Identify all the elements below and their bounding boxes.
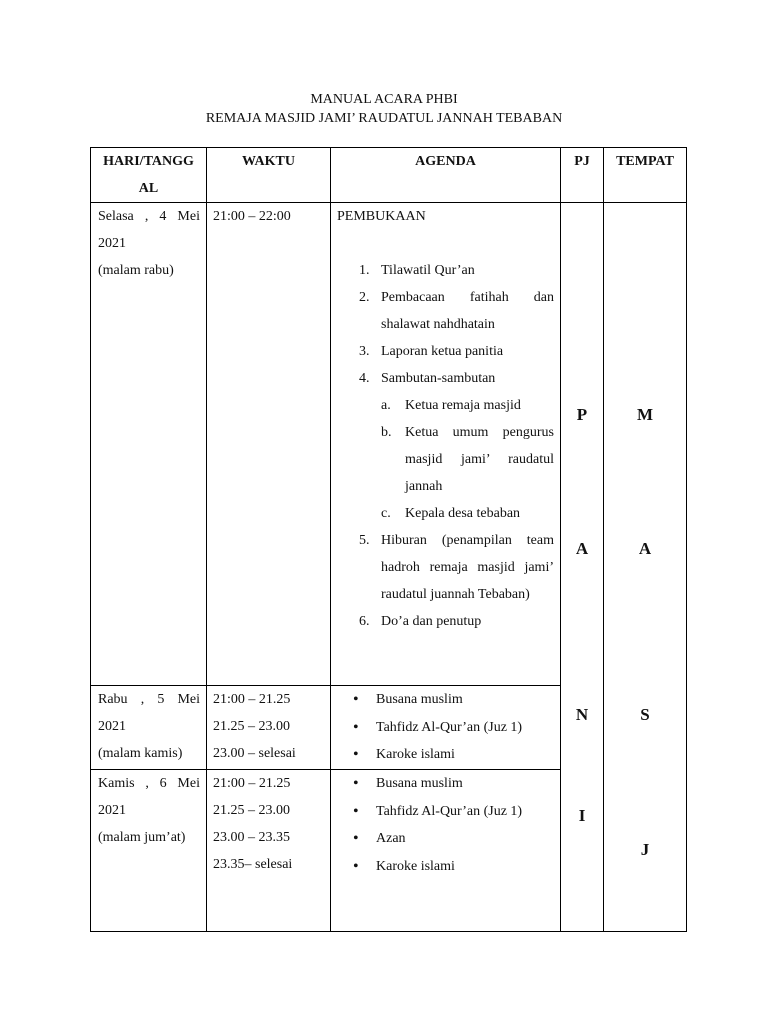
time-cell: 21:00 – 21.25 21.25 – 23.00 23.00 – 23.35 23.35– selesai (207, 770, 331, 932)
list-item: 6. Do’a dan penutup (359, 614, 482, 629)
list-item: 3. Laporan ketua panitia (359, 344, 504, 359)
pj-letter: P (576, 405, 588, 424)
agenda-title: PEMBUKAAN (337, 209, 426, 224)
table-row (91, 203, 687, 686)
agenda-cell (331, 203, 561, 686)
list-item: • Tahfidz Al-Qur’an (Juz 1) (331, 714, 560, 742)
list-item: • Karoke islami (331, 853, 560, 881)
pj-column (561, 203, 604, 932)
document-title: MANUAL ACARA PHBI (310, 92, 458, 107)
day-cell: Rabu , 5 Mei 2021 (malam kamis) (91, 686, 207, 770)
pj-letter: I (578, 806, 586, 825)
header-time: WAKTU (207, 148, 331, 203)
sub-list-item: b. Ketua umum pengurus masjid jami’ raudatul jannah (381, 425, 554, 494)
list-item: • Azan (331, 825, 560, 853)
list-item: 1. Tilawatil Qur’an (359, 263, 475, 278)
header-place: TEMPAT (604, 148, 687, 203)
agenda-cell (331, 686, 561, 770)
list-item: 5. Hiburan (penampilan team hadroh remaja masjid jami’ raudatul juannah Tebaban) (359, 533, 554, 602)
time-cell: 21:00 – 21.25 21.25 – 23.00 23.00 – selesai (207, 686, 331, 770)
list-item: 2. Pembacaan fatihah dan shalawat nahdhatain (359, 290, 554, 332)
document-subtitle: REMAJA MASJID JAMI’ RAUDATUL JANNAH TEBABAN (205, 111, 563, 126)
list-item: • Busana muslim (331, 686, 560, 714)
schedule-table (90, 147, 687, 932)
place-letter: A (638, 539, 652, 558)
pj-letter: N (575, 705, 589, 724)
header-row (91, 148, 687, 203)
list-item: • Karoke islami (331, 741, 560, 769)
header-pj: PJ (561, 148, 604, 203)
list-item: • Busana muslim (331, 770, 560, 798)
place-letter: J (640, 840, 650, 859)
header-day-date: HARI/TANGG AL (91, 148, 207, 203)
header-agenda: AGENDA (331, 148, 561, 203)
sub-list-item: c. Kepala desa tebaban (381, 506, 521, 521)
place-column (604, 203, 687, 932)
sub-list-item: a. Ketua remaja masjid (381, 398, 521, 413)
list-item: 4. Sambutan-sambutan a. Ketua remaja masjid b. Ketua umum pengurus masjid jami’ raudatul jannah c. Kepala desa tebaban (337, 365, 554, 527)
list-item: • Tahfidz Al-Qur’an (Juz 1) (331, 798, 560, 826)
pj-letter: A (575, 539, 589, 558)
place-letter: M (636, 405, 654, 424)
agenda-cell (331, 770, 561, 932)
day-cell: Selasa , 4 Mei 2021 (malam rabu) (91, 203, 207, 686)
time-cell: 21:00 – 22:00 (207, 203, 331, 686)
place-letter: S (640, 705, 650, 724)
day-cell: Kamis , 6 Mei 2021 (malam jum’at) (91, 770, 207, 932)
